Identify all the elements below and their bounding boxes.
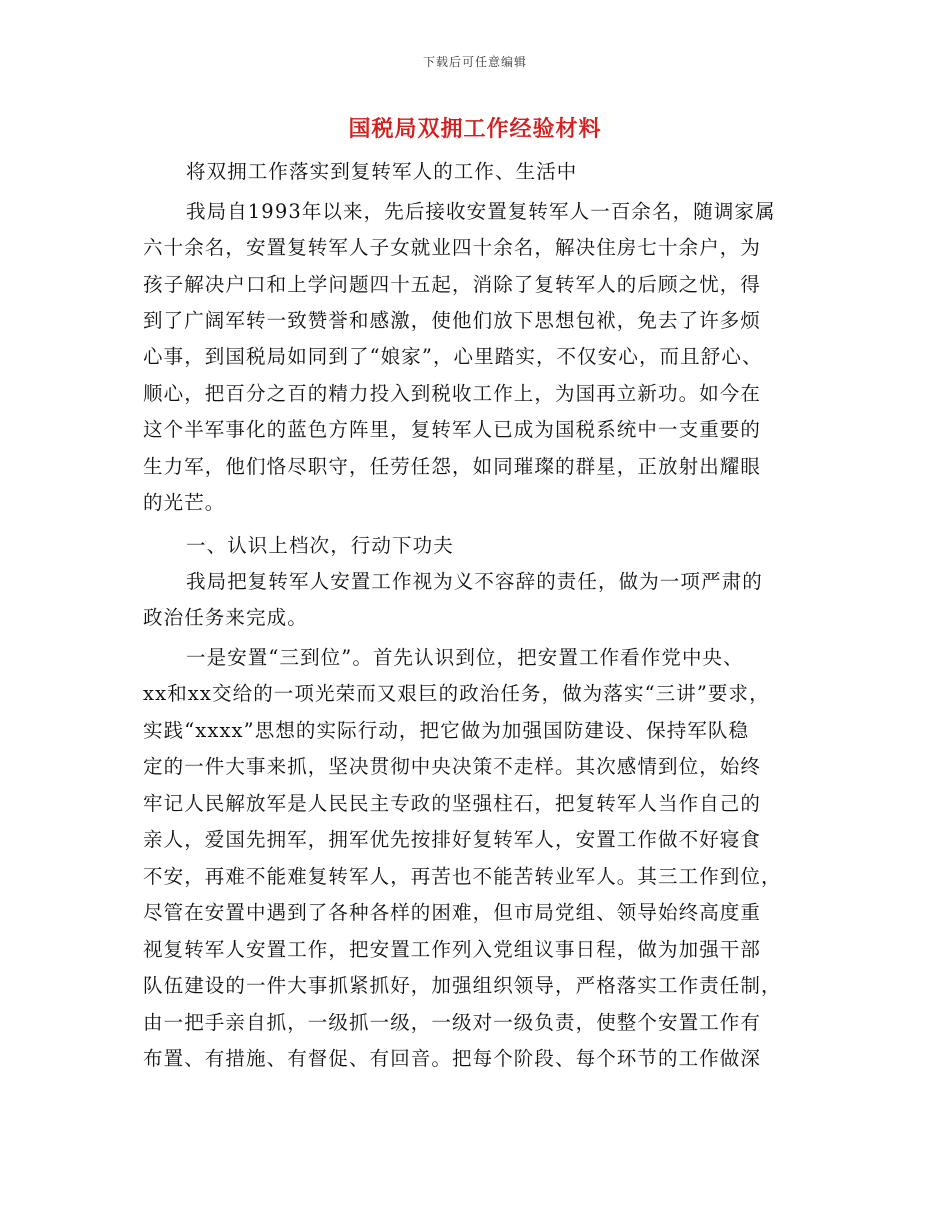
- body-line: 不安，再难不能难复转军人，再苦也不能苦转业军人。其三工作到位，: [143, 865, 782, 888]
- body-line: 孩子解决户口和上学问题四十五起，消除了复转军人的后顾之忧，得: [143, 273, 762, 296]
- header-note: 下载后可任意编辑: [422, 55, 527, 69]
- body-line: 政治任务来完成。: [143, 606, 308, 629]
- body-line: 的光芒。: [143, 491, 226, 514]
- body-line: 顺心，把百分之百的精力投入到税收工作上，为国再立新功。如今在: [143, 382, 762, 405]
- section-heading: 一、认识上档次，行动下功夫: [186, 534, 454, 557]
- body-line: 队伍建设的一件大事抓紧抓好，加强组织领导，严格落实工作责任制，: [143, 974, 782, 997]
- body-line: 由一把手亲自抓，一级抓一级，一级对一级负责，使整个安置工作有: [143, 1011, 762, 1034]
- document-title: 国税局双拥工作经验材料: [348, 116, 602, 142]
- body-line: 尽管在安置中遇到了各种各样的困难，但市局党组、领导始终高度重: [143, 901, 762, 924]
- body-line: 牢记人民解放军是人民民主专政的坚强柱石，把复转军人当作自己的: [143, 792, 762, 815]
- body-line: 我局自1993年以来，先后接收安置复转军人一百余名，随调家属: [186, 200, 776, 223]
- subtitle-line: 将双拥工作落实到复转军人的工作、生活中: [186, 160, 578, 183]
- body-line: 实践“xxxx”思想的实际行动，把它做为加强国防建设、保持军队稳: [143, 719, 750, 742]
- body-line: 布置、有措施、有督促、有回音。把每个阶段、每个环节的工作做深: [143, 1047, 762, 1070]
- body-line: 六十余名，安置复转军人子女就业四十余名，解决住房七十余户，为: [143, 236, 762, 259]
- body-line: 亲人，爱国先拥军，拥军优先按排好复转军人，安置工作做不好寝食: [143, 828, 762, 851]
- body-line: 定的一件大事来抓，坚决贯彻中央决策不走样。其次感情到位，始终: [143, 755, 762, 778]
- body-line: 视复转军人安置工作，把安置工作列入党组议事日程，做为加强干部: [143, 938, 762, 961]
- body-line: 一是安置“三到位”。首先认识到位，把安置工作看作党中央、: [186, 646, 744, 669]
- body-line: 生力军，他们恪尽职守，任劳任怨，如同璀璨的群星，正放射出耀眼: [143, 455, 762, 478]
- body-line: xx和xx交给的一项光荣而又艰巨的政治任务，做为落实“三讲”要求，: [143, 682, 770, 705]
- body-line: 到了广阔军转一致赞誉和感激，使他们放下思想包袱，免去了许多烦: [143, 309, 762, 332]
- body-line: 这个半军事化的蓝色方阵里，复转军人已成为国税系统中一支重要的: [143, 418, 762, 441]
- body-line: 我局把复转军人安置工作视为义不容辞的责任，做为一项严肃的: [186, 570, 763, 593]
- body-line: 心事，到国税局如同到了“娘家”，心里踏实，不仅安心，而且舒心、: [143, 345, 763, 368]
